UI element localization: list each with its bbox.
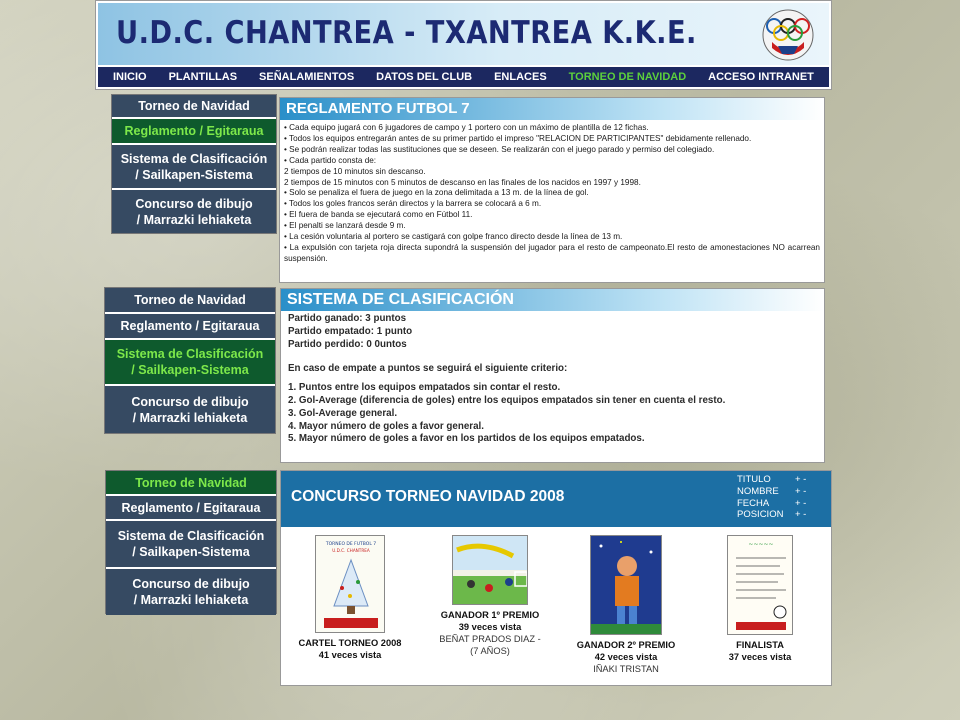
gallery-card [694,535,826,663]
rule-line: • El fuera de banda se ejecutará como en Fútbol 11. [284,210,473,220]
card-author: BEÑAT PRADOS DIAZ - (7 AÑOS) [439,634,541,656]
criterion-line: 4. Mayor número de goles a favor general. [288,420,484,432]
nav-inicio[interactable]: INICIO [112,71,147,83]
sort-label: POSICION [737,509,784,521]
classification-title: SISTEMA DE CLASIFICACIÓN [281,289,824,311]
sort-toggle[interactable]: + - [795,485,807,497]
rule-line: • Se podrán realizar todas las sustituciones que se deseen. Se realizarán con el juego parado y permiso del colegiado. [284,144,715,154]
classification-body [281,311,824,448]
rule-line: • Cada equipo jugará con 6 jugadores de campo y 1 portero con un máximo de plantilla de 12 fichas. [284,123,649,132]
sort-row-posicion [737,509,812,521]
menu-item-sistema-clasificacion[interactable]: Sistema de Clasificación / Sailkapen-Sistema [105,340,275,386]
sort-label: NOMBRE [737,485,779,497]
points-line: Partido ganado: 3 puntos [288,313,407,324]
side-menu-clasificacion [104,287,276,434]
contest-header [281,471,831,527]
rules-body [280,120,824,265]
svg-text:~~~~~: ~~~~~ [748,541,774,548]
side-menu-reglamento [111,94,277,234]
menu-item-torneo[interactable]: Torneo de Navidad [112,95,276,119]
sort-controls [737,474,812,521]
menu-item-concurso-dibujo[interactable]: Concurso de dibujo / Marrazki lehiaketa [105,386,275,433]
nav-senalamientos[interactable]: SEÑALAMIENTOS [259,71,355,83]
sort-label: TITULO [737,474,771,485]
tie-intro: En caso de empate a puntos se seguirá el siguiente criterio: [288,363,568,375]
card-title[interactable]: FINALISTA [736,640,784,650]
points-line: Partido empatado: 1 punto [288,325,413,337]
card-views: 39 veces vista [458,622,522,632]
card-views: 37 veces vista [728,652,792,662]
menu-item-torneo[interactable]: Torneo de Navidad [105,288,275,314]
svg-text:TORNEO DE FUTBOL 7: TORNEO DE FUTBOL 7 [325,542,377,547]
nav-enlaces[interactable]: ENLACES [494,71,547,83]
header-banner [98,3,829,65]
menu-item-reglamento[interactable]: Reglamento / Egitaraua [105,314,275,340]
menu-item-sistema-clasificacion[interactable]: Sistema de Clasificación / Sailkapen-Sistema [106,521,276,569]
drawing-thumbnail[interactable] [590,535,662,635]
criterion-line: 5. Mayor número de goles a favor en los partidos de los equipos empatados. [288,433,645,445]
criterion-line: 1. Puntos entre los equipos empatados sin contar el resto. [288,382,561,394]
gallery-card [556,535,696,675]
classification-panel [280,288,825,463]
contest-panel [280,470,832,686]
rule-line: • La cesión voluntaria al portero se castigará con golpe franco directo desde la línea de 13 m. [284,232,623,242]
card-title[interactable]: CARTEL TORNEO 2008 [298,638,402,648]
side-menu-concurso [105,470,277,614]
nav-acceso-intranet[interactable]: ACCESO INTRANET [708,71,814,83]
card-title[interactable]: GANADOR 2º PREMIO [576,640,676,650]
criterion-line: 3. Gol-Average general. [288,407,398,419]
rule-line: • La expulsión con tarjeta roja directa supondrá la suspensión del jugador para el resto de campeonato.El resto de amonestaciones NO acarrean suspensión. [284,242,820,263]
drawing-thumbnail[interactable] [727,535,793,635]
gallery-card [416,535,564,657]
gallery-card [281,535,419,661]
menu-item-concurso-dibujo[interactable]: Concurso de dibujo / Marrazki lehiaketa [112,190,276,233]
menu-item-sistema-clasificacion[interactable]: Sistema de Clasificación / Sailkapen-Sistema [112,145,276,190]
rule-line: • El penalti se lanzará desde 9 m. [284,221,406,231]
gallery [281,529,826,679]
sort-label: FECHA [737,497,770,509]
svg-text:U.D.C. CHANTREA: U.D.C. CHANTREA [332,548,370,553]
drawing-thumbnail[interactable] [452,535,528,605]
rule-line: • Todos los equipos entregarán antes de su primer partido el impreso "RELACION DE PARTICIPANTES" debidamente rellenado. [284,133,752,143]
poster-thumbnail[interactable] [315,535,385,633]
sort-row-titulo [737,474,812,486]
rule-line: • Todos los goles francos serán directos y la barrera se colocará a 6 m. [284,199,542,209]
site-title: U.D.C. CHANTREA - TXANTREA K.K.E. [116,15,697,51]
points-line: Partido perdido: 0 0untos [288,338,407,350]
site-header [95,0,832,90]
main-nav [98,67,829,87]
menu-item-reglamento[interactable]: Reglamento / Egitaraua [112,119,276,145]
nav-plantillas[interactable]: PLANTILLAS [168,71,238,83]
card-views: 42 veces vista [594,652,658,662]
sort-toggle[interactable]: + - [795,497,807,509]
sort-toggle[interactable]: + - [795,509,807,521]
menu-item-torneo[interactable]: Torneo de Navidad [106,471,276,496]
rule-line: 2 tiempos de 15 minutos con 5 minutos de descanso en las finales de los nacidos en 1997 y 1998. [284,177,641,187]
club-logo-icon[interactable] [760,8,816,62]
nav-torneo-de-navidad[interactable]: TORNEO DE NAVIDAD [568,71,687,83]
card-title[interactable]: GANADOR 1º PREMIO [440,610,540,620]
sort-toggle[interactable]: + - [795,474,807,485]
rule-line: • Solo se penaliza el fuera de juego en la zona delimitada a 13 m. de la línea de gol. [284,188,589,198]
rules-panel [279,97,825,283]
rule-line: 2 tiempos de 10 minutos sin descanso. [284,166,426,176]
card-author: IÑAKI TRISTAN [593,664,659,674]
sort-row-nombre [737,486,812,498]
menu-item-reglamento[interactable]: Reglamento / Egitaraua [106,496,276,521]
criterion-line: 2. Gol-Average (diferencia de goles) entre los equipos empatados sin tener en cuenta el resto. [288,394,726,406]
card-views: 41 veces vista [318,650,382,660]
contest-title: CONCURSO TORNEO NAVIDAD 2008 [291,488,565,505]
sort-row-fecha [737,498,812,510]
menu-item-concurso-dibujo[interactable]: Concurso de dibujo / Marrazki lehiaketa [106,569,276,615]
rule-line: • Cada partido consta de: [284,155,377,165]
nav-datos-del-club[interactable]: DATOS DEL CLUB [376,71,473,83]
rules-title: REGLAMENTO FUTBOL 7 [280,98,824,120]
